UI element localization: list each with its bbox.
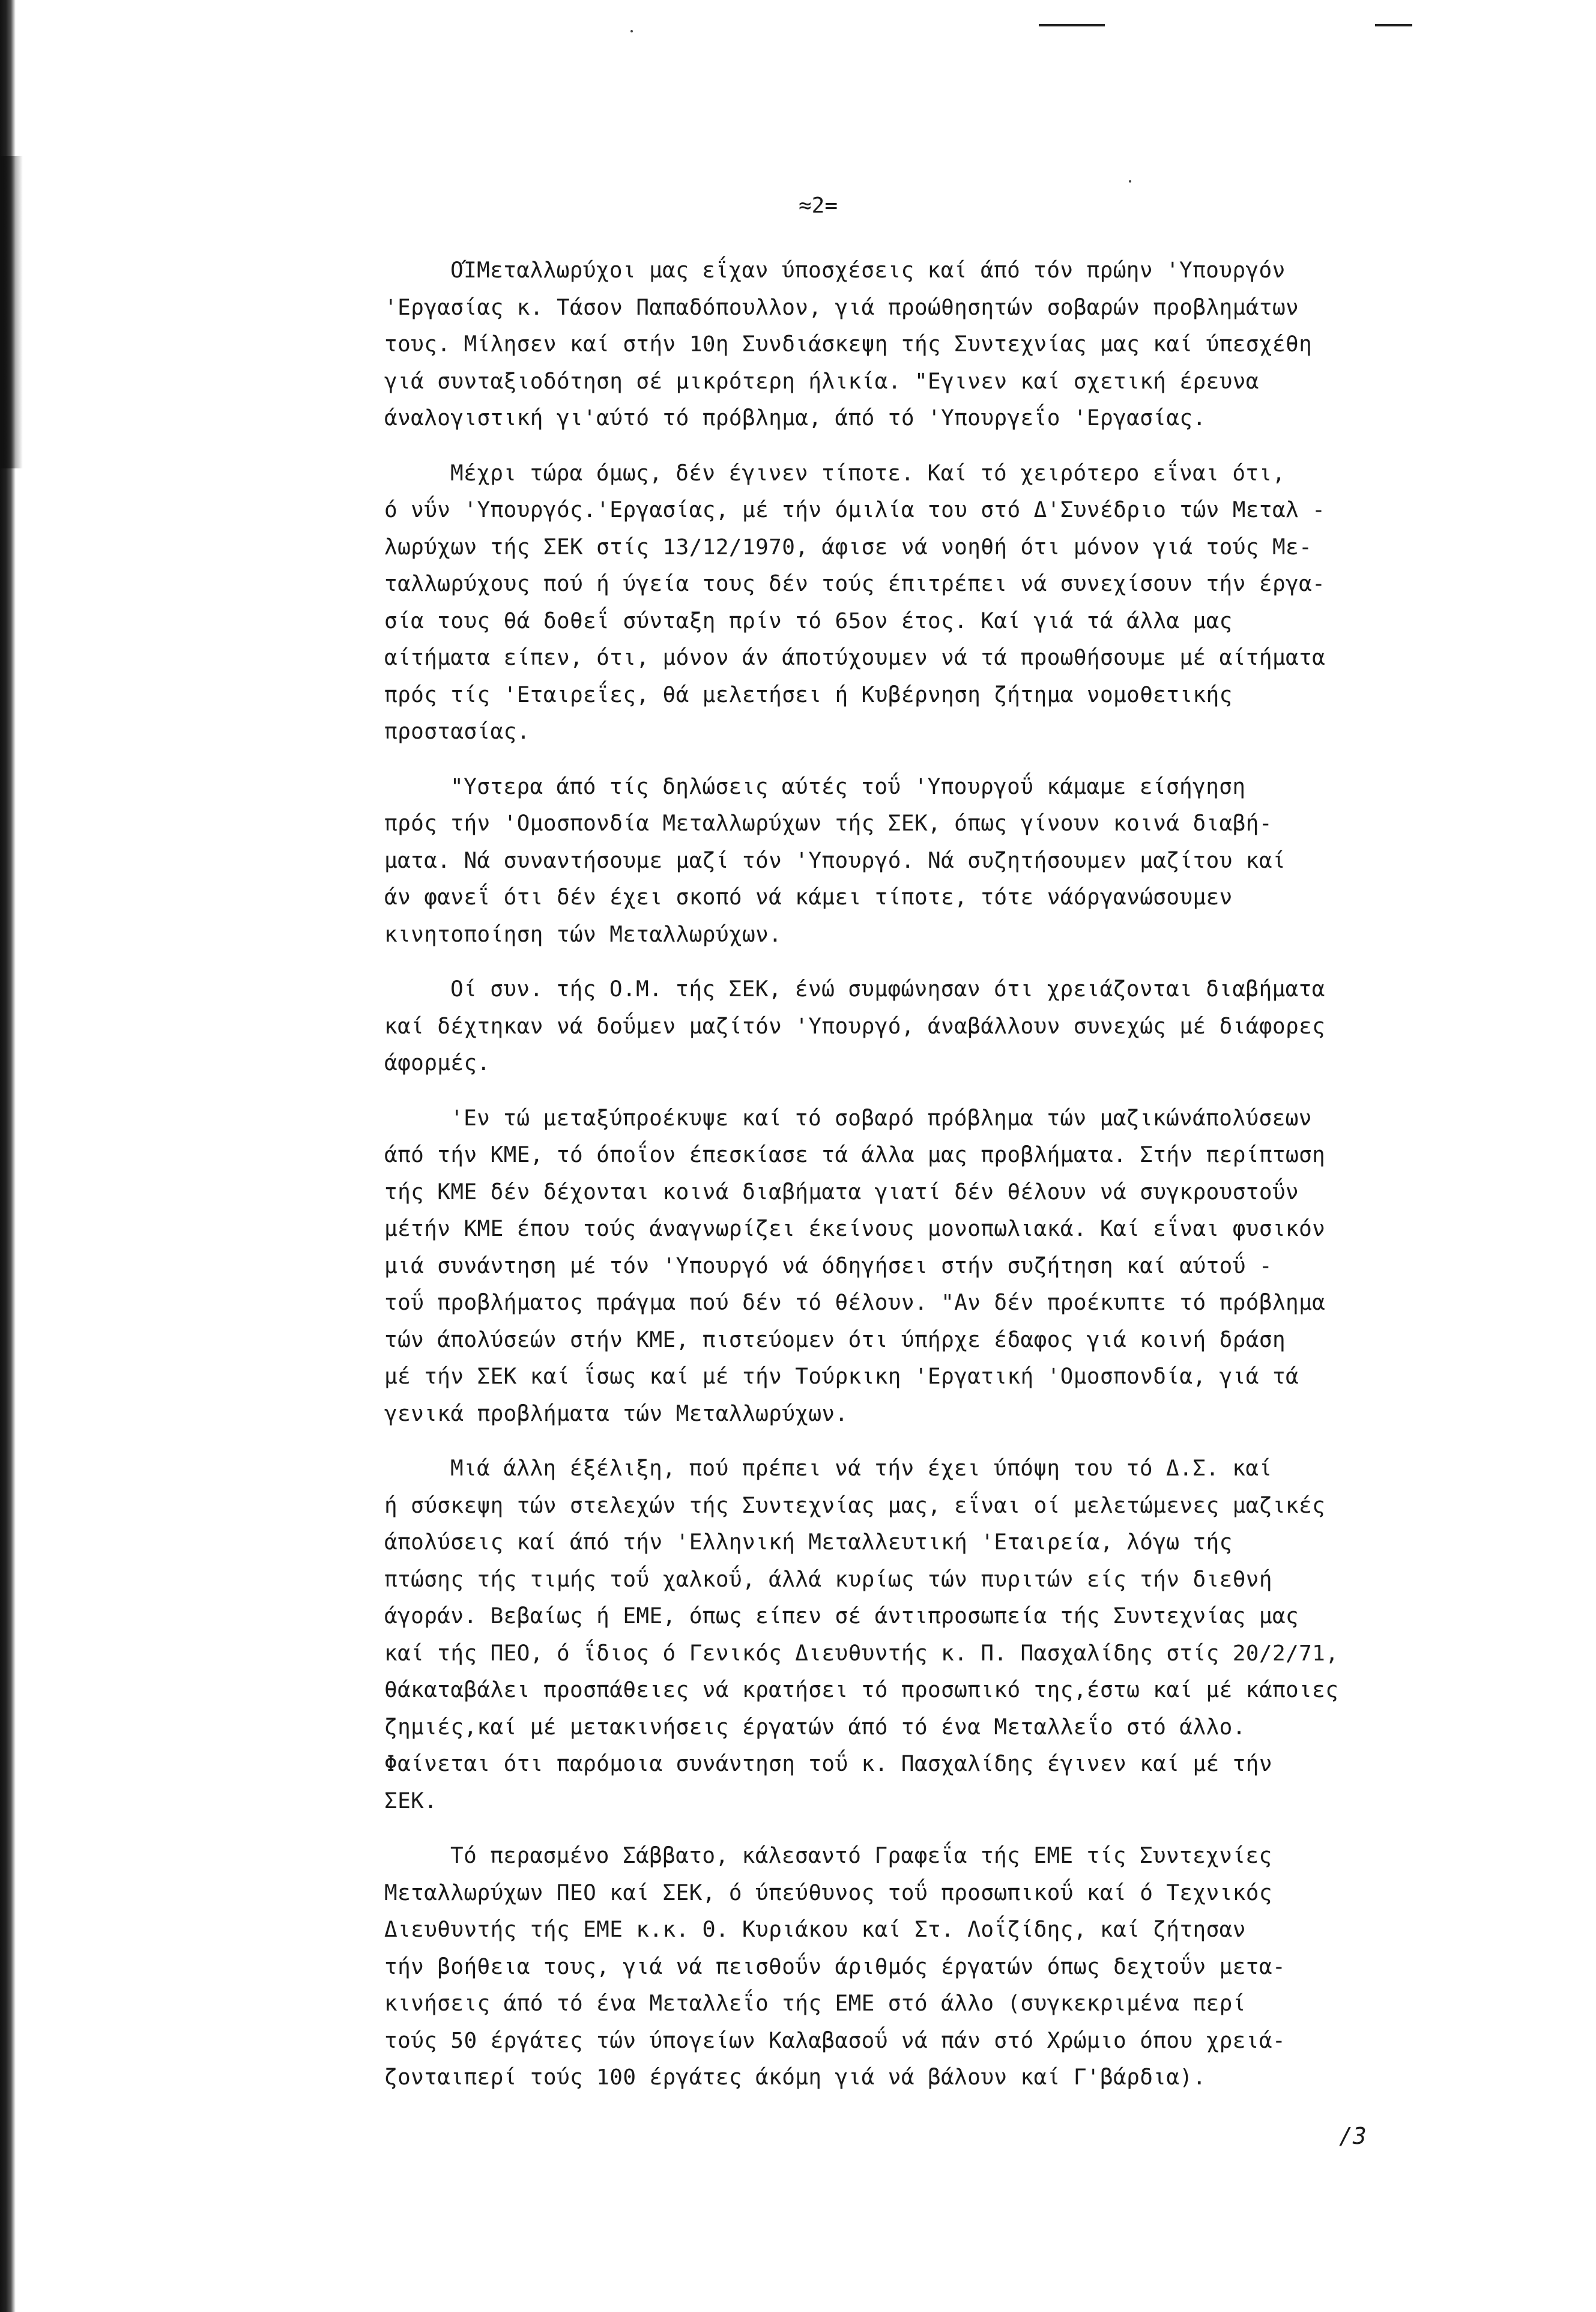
scan-binding-edge — [0, 0, 16, 2312]
text-line: άγοράν. Βεβαίως ή ΕΜΕ, όπως είπεν σέ άντιπροσωπεία τής Συντεχνίας μας — [384, 1604, 1299, 1629]
text-line: άπολύσεις καί άπό τήν 'Ελληνική Μεταλλευτική 'Εταιρεία, λόγω τής — [384, 1530, 1233, 1555]
text-line: πρός τίς 'Εταιρεΐες, θά μελετήσει ή Κυβέρνηση ζήτημα νομοθετικής — [384, 682, 1233, 707]
text-line: "Υστερα άπό τίς δηλώσεις αύτές τοΰ 'Υπουργοΰ κάμαμε είσήγηση — [450, 774, 1246, 799]
paragraph — [384, 1450, 1447, 1820]
text-line: Οί συν. τής Ο.Μ. τής ΣΕΚ, ένώ συμφώνησαν ότι χρειάζονται διαβήματα — [450, 977, 1325, 1002]
text-line: Μέχρι τώρα όμως, δέν έγινεν τίποτε. Καί τό χειρότερο εΐναι ότι, — [450, 461, 1286, 486]
text-line: τών άπολύσεών στήν ΚΜΕ, πιστεύομεν ότι ύπήρχε έδαφος γιά κοινή δράση — [384, 1327, 1286, 1352]
text-line: άν φανεΐ ότι δέν έχει σκοπό νά κάμει τίποτε, τότε νάόργανώσουμεν — [384, 885, 1233, 910]
text-line: Φαίνεται ότι παρόμοια συνάντηση τοΰ κ. Πασχαλίδης έγινεν καί μέ τήν — [384, 1752, 1272, 1776]
text-line: ταλλωρύχους πού ή ύγεία τους δέν τούς έπιτρέπει νά συνεχίσουν τήν έργα- — [384, 572, 1326, 596]
text-line: προστασίας. — [384, 719, 530, 744]
text-line: μιά συνάντηση μέ τόν 'Υπουργό νά όδηγήσει στήν συζήτηση καί αύτοΰ - — [384, 1253, 1272, 1279]
scan-mark — [1375, 24, 1412, 26]
text-line: Διευθυντής τής ΕΜΕ κ.κ. Θ. Κυριάκου καί Στ. Λοΐζίδης, καί ζήτησαν — [384, 1917, 1246, 1942]
text-line: πτώσης τής τιμής τοΰ χαλκοΰ, άλλά κυρίως τών πυριτών είς τήν διεθνή — [384, 1567, 1272, 1592]
text-line: γενικά προβλήματα τών Μεταλλωρύχων. — [384, 1401, 848, 1426]
paragraph — [384, 971, 1447, 1082]
document-body — [384, 252, 1447, 2114]
text-line: μέ τήν ΣΕΚ καί ΐσως καί μέ τήν Τούρκικη 'Εργατική 'Ομοσπονδία, γιά τά — [384, 1364, 1299, 1389]
text-line: Μιά άλλη έξέλιξη, πού πρέπει νά τήν έχει ύπόψη του τό Δ.Σ. καί — [450, 1456, 1272, 1481]
text-line: άναλογιστική γι'αύτό τό πρόβλημα, άπό τό 'Υπουργεΐο 'Εργασίας. — [384, 406, 1206, 431]
scan-speck — [1129, 180, 1131, 183]
text-line: μέτήν ΚΜΕ έπου τούς άναγνωρίζει έκείνους μονοπωλιακά. Καί εΐναι φυσικόν — [384, 1217, 1326, 1241]
text-line: θάκαταβάλει προσπάθειες νά κρατήσει τό προσωπικό της,έστω καί μέ κάποιες — [384, 1678, 1339, 1702]
text-line: τούς 50 έργάτες τών ύπογείων Καλαβασοΰ νά πάν στό Χρώμιο όπου χρειά- — [384, 2028, 1286, 2053]
paragraph — [384, 1838, 1447, 2096]
text-line: ζημιές,καί μέ μετακινήσεις έργατών άπό τό ένα Μεταλλεΐο στό άλλο. — [384, 1714, 1246, 1740]
text-line: λωρύχων τής ΣΕΚ στίς 13/12/1970, άφισε νά νοηθή ότι μόνον γιά τούς Με- — [384, 534, 1313, 560]
paragraph — [384, 455, 1447, 751]
next-page-marker: /3 — [1339, 2123, 1367, 2149]
text-line: γιά συνταξιοδότηση σέ μικρότερη ήλικία. "Εγινεν καί σχετική έρευνα — [384, 369, 1259, 394]
text-line: ΣΕΚ. — [384, 1788, 438, 1814]
text-line: τήν βοήθεια τους, γιά νά πεισθοΰν άριθμός έργατών όπως δεχτοΰν μετα- — [384, 1954, 1286, 1979]
text-line: τοΰ προβλήματος πράγμα πού δέν τό θέλουν. "Αν δέν προέκυπτε τό πρόβλημα — [384, 1291, 1326, 1315]
text-line: άφορμές. — [384, 1051, 491, 1076]
text-line: Τό περασμένο Σάββατο, κάλεσαντό Γραφεΐα τής ΕΜΕ τίς Συντεχνίες — [450, 1844, 1272, 1868]
text-line: κινήσεις άπό τό ένα Μεταλλεΐο τής ΕΜΕ στό άλλο (συγκεκριμένα περί — [384, 1991, 1246, 2016]
text-line: ματα. Νά συναντήσουμε μαζί τόν 'Υπουργό. Νά συζητήσουμεν μαζίτου καί — [384, 848, 1286, 873]
text-line: καί δέχτηκαν νά δοΰμεν μαζίτόν 'Υπουργό, άναβάλλουν συνεχώς μέ διάφορες — [384, 1014, 1326, 1039]
text-line: ΟΊΜεταλλωρύχοι μας εΐχαν ύποσχέσεις καί άπό τόν πρώην 'Υπουργόν — [450, 258, 1286, 283]
text-line: αίτήματα είπεν, ότι, μόνον άν άποτύχουμεν νά τά προωθήσουμε μέ αίτήματα — [384, 646, 1326, 670]
text-line: άπό τήν ΚΜΕ, τό όποΐον έπεσκίασε τά άλλα μας προβλήματα. Στήν περίπτωση — [384, 1143, 1326, 1167]
text-line: ζονταιπερί τούς 100 έργάτες άκόμη γιά νά βάλουν καί Γ'βάρδια). — [384, 2065, 1206, 2090]
text-line: Μεταλλωρύχων ΠΕΟ καί ΣΕΚ, ό ύπεύθυνος τοΰ προσωπικοΰ καί ό Τεχνικός — [384, 1880, 1272, 1905]
paragraph — [384, 252, 1447, 437]
page-number: ≈2= — [799, 193, 838, 218]
text-line: πρός τήν 'Ομοσπονδία Μεταλλωρύχων τής ΣΕΚ, όπως γίνουν κοινά διαβή- — [384, 811, 1272, 836]
text-line: τους. Μίλησεν καί στήν 10η Συνδιάσκεψη τής Συντεχνίας μας καί ύπεσχέθη — [384, 332, 1313, 357]
text-line: τής ΚΜΕ δέν δέχονται κοινά διαβήματα γιατί δέν θέλουν νά συγκρουστοΰν — [384, 1179, 1299, 1205]
text-line: καί τής ΠΕΟ, ό ΐδιος ό Γενικός Διευθυντής κ. Π. Πασχαλίδης στίς 20/2/71, — [384, 1641, 1339, 1666]
text-line: κινητοποίηση τών Μεταλλωρύχων. — [384, 922, 782, 947]
text-line: ή σύσκεψη τών στελεχών τής Συντεχνίας μας, εΐναι οί μελετώμενες μαζικές — [384, 1493, 1326, 1518]
scan-mark — [1039, 24, 1105, 26]
text-line: ό νΰν 'Υπουργός.'Εργασίας, μέ τήν όμιλία του στό Δ'Συνέδριο τών Μεταλ - — [384, 498, 1326, 522]
text-line: σία τους θά δοθεΐ σύνταξη πρίν τό 65ον έτος. Καί γιά τά άλλα μας — [384, 608, 1233, 634]
text-line: 'Εργασίας κ. Τάσον Παπαδόπουλλον, γιά προώθησητών σοβαρών προβλημάτων — [384, 295, 1299, 320]
scan-speck — [630, 30, 633, 32]
paragraph — [384, 1100, 1447, 1433]
paragraph — [384, 769, 1447, 954]
text-line: 'Εν τώ μεταξύπροέκυψε καί τό σοβαρό πρόβλημα τών μαζικώνάπολύσεων — [450, 1106, 1312, 1131]
